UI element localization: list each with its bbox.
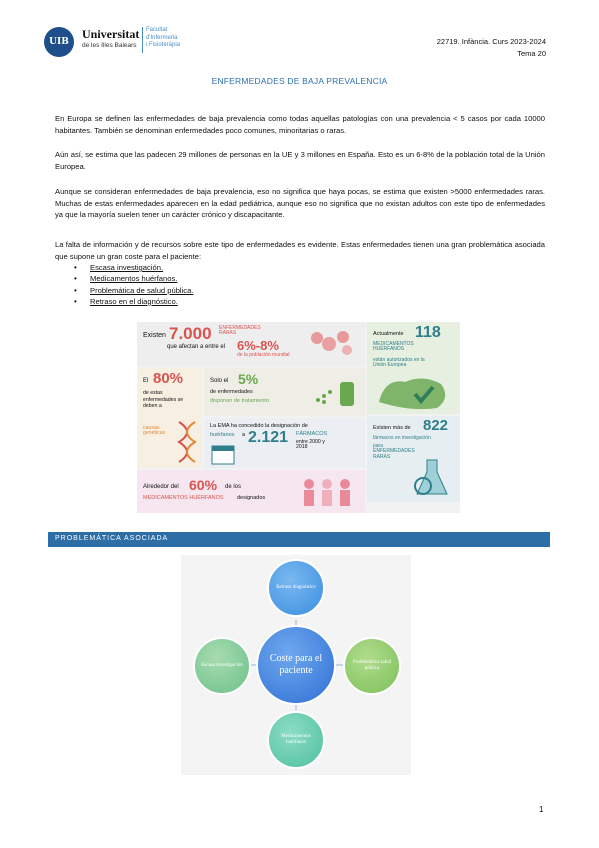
stat-box-genetic	[137, 368, 202, 468]
page-number: 1	[539, 805, 544, 814]
uib-logo: UIB	[44, 27, 74, 57]
node-orphan-drugs: Medicamentos huérfanos	[267, 711, 325, 769]
stat-number: 118	[415, 324, 441, 341]
paragraph-definition: En Europa se definen las enfermedades de baja prevalencia como todas aquellas patologías con una prevalencia < 5 casos por cada 10000 habitantes. También se denominan enfermedades poco comunes, minoritarias o raras.	[55, 114, 545, 135]
stat-text: entre 2000 y 2018	[296, 439, 325, 451]
dna-icon	[175, 420, 199, 464]
stat-box-treatment	[204, 368, 365, 416]
stat-number: 60%	[189, 477, 218, 493]
rare-diseases-infographic	[137, 322, 460, 513]
node-delayed-diagnosis: Retraso diagnóstico	[267, 559, 325, 617]
stat-number: 7.000	[169, 324, 212, 343]
list-item: • Retraso en el diagnóstico.	[74, 296, 193, 307]
node-public-health: Problemática salud pública	[343, 637, 401, 695]
stat-text: designados	[237, 495, 266, 501]
stat-number: 6%-8%	[237, 338, 279, 353]
stat-label: MEDICAMENTOS HUÉRFANOS	[373, 341, 414, 353]
people-icon	[299, 474, 359, 510]
node-scarce-research: Escasa investigación	[193, 637, 251, 695]
stat-box-designated	[137, 470, 365, 513]
stat-text: de los	[225, 484, 242, 490]
stat-label: causas genéticas	[143, 425, 166, 437]
topic-line: Tema 20	[517, 49, 546, 58]
paragraph-prevalence: Aún así, se estima que las padecen 29 millones de personas en la UE y 3 millones en España. Esto es un 6-8% de la población total de la Unión Europea.	[55, 150, 545, 171]
stat-label: para ENFERMEDADES RARAS	[373, 443, 415, 460]
stat-label: están autorizados en la Unión Europea	[373, 357, 425, 369]
europe-map-icon	[371, 372, 457, 412]
flask-icon	[407, 456, 457, 500]
stat-text: Solo el	[210, 378, 229, 384]
header-divider	[142, 27, 143, 53]
page-title: ENFERMEDADES DE BAJA PREVALENCIA	[211, 76, 388, 86]
course-info	[437, 36, 546, 60]
stat-text: La EMA ha concedido la designación de	[210, 423, 308, 429]
faculty-line: Facultat	[146, 27, 168, 33]
faculty-name	[146, 27, 206, 50]
stat-box-research	[367, 416, 460, 502]
list-item: • Problemática de salud pública.	[74, 285, 193, 296]
problems-list	[74, 262, 193, 307]
list-item: • Medicamentos huérfanos.	[74, 273, 193, 284]
list-item: • Escasa investigación.	[74, 262, 193, 273]
stat-number: 5%	[238, 371, 259, 387]
stat-text: El	[143, 378, 149, 384]
stat-text: Actualmente	[373, 331, 404, 337]
faculty-line: d'Infermeria	[146, 34, 178, 41]
stat-text: de enfermedades	[210, 389, 253, 395]
stat-label: disponen de tratamiento	[210, 398, 270, 404]
stat-box-ema	[204, 418, 365, 468]
stat-label: fármacos en investigación	[373, 435, 431, 441]
pills-icon	[310, 374, 360, 410]
cost-diagram	[181, 555, 411, 775]
stat-label: ENFERMEDADES RARAS	[219, 325, 261, 337]
stat-text: a	[242, 432, 246, 438]
faculty-line: i Fisioteràpia	[146, 42, 181, 48]
university-subtitle: de les Illes Balears	[82, 42, 137, 49]
paragraph-problems: La falta de información y de recursos sobre este tipo de enfermedades es evidente. Estas enfermedades tienen una gran problemática asociada que supone un gran coste para el paciente:	[55, 240, 545, 261]
stat-number: 80%	[153, 370, 184, 387]
university-name: Universitat	[82, 27, 140, 41]
stat-text: Alrededor del	[143, 484, 179, 490]
section-title: PROBLEMÁTICA ASOCIADA	[55, 535, 169, 542]
stat-label: huérfanos	[210, 432, 235, 438]
world-map-icon	[299, 324, 359, 364]
stat-box-orphan-drugs	[367, 322, 460, 414]
node-patient-cost: Coste para el paciente	[256, 625, 336, 705]
stat-box-diseases	[137, 322, 365, 366]
stat-text: Existen más de	[373, 425, 411, 431]
stat-label: MEDICAMENTOS HUÉRFANOS	[143, 495, 224, 501]
course-line: 22719. Infància. Curs 2023-2024	[436, 37, 546, 46]
stat-text: Existen	[143, 332, 166, 339]
stat-number: 822	[423, 417, 449, 434]
stat-label: de la población mundial	[237, 352, 290, 358]
paragraph-pediatric: Aunque se consideran enfermedades de baja prevalencia, eso no significa que haya pocas, se estima que existen >5000 enfermedades raras. Muchas de estas enfermedades aparecen en la edad pediátrica, aunque eso no significa que no existan adultos con este tipo de enfermedades ya que la mayoría suelen tener un carácter crónico y discapacitante.	[55, 187, 545, 219]
calendar-icon	[210, 442, 260, 466]
stat-label: FÁRMACOS	[296, 431, 328, 437]
stat-text: de estas enfermedades se deben a	[143, 390, 184, 409]
stat-text: que afectan a entre el	[167, 344, 226, 350]
stat-number: 2.121	[248, 429, 289, 446]
